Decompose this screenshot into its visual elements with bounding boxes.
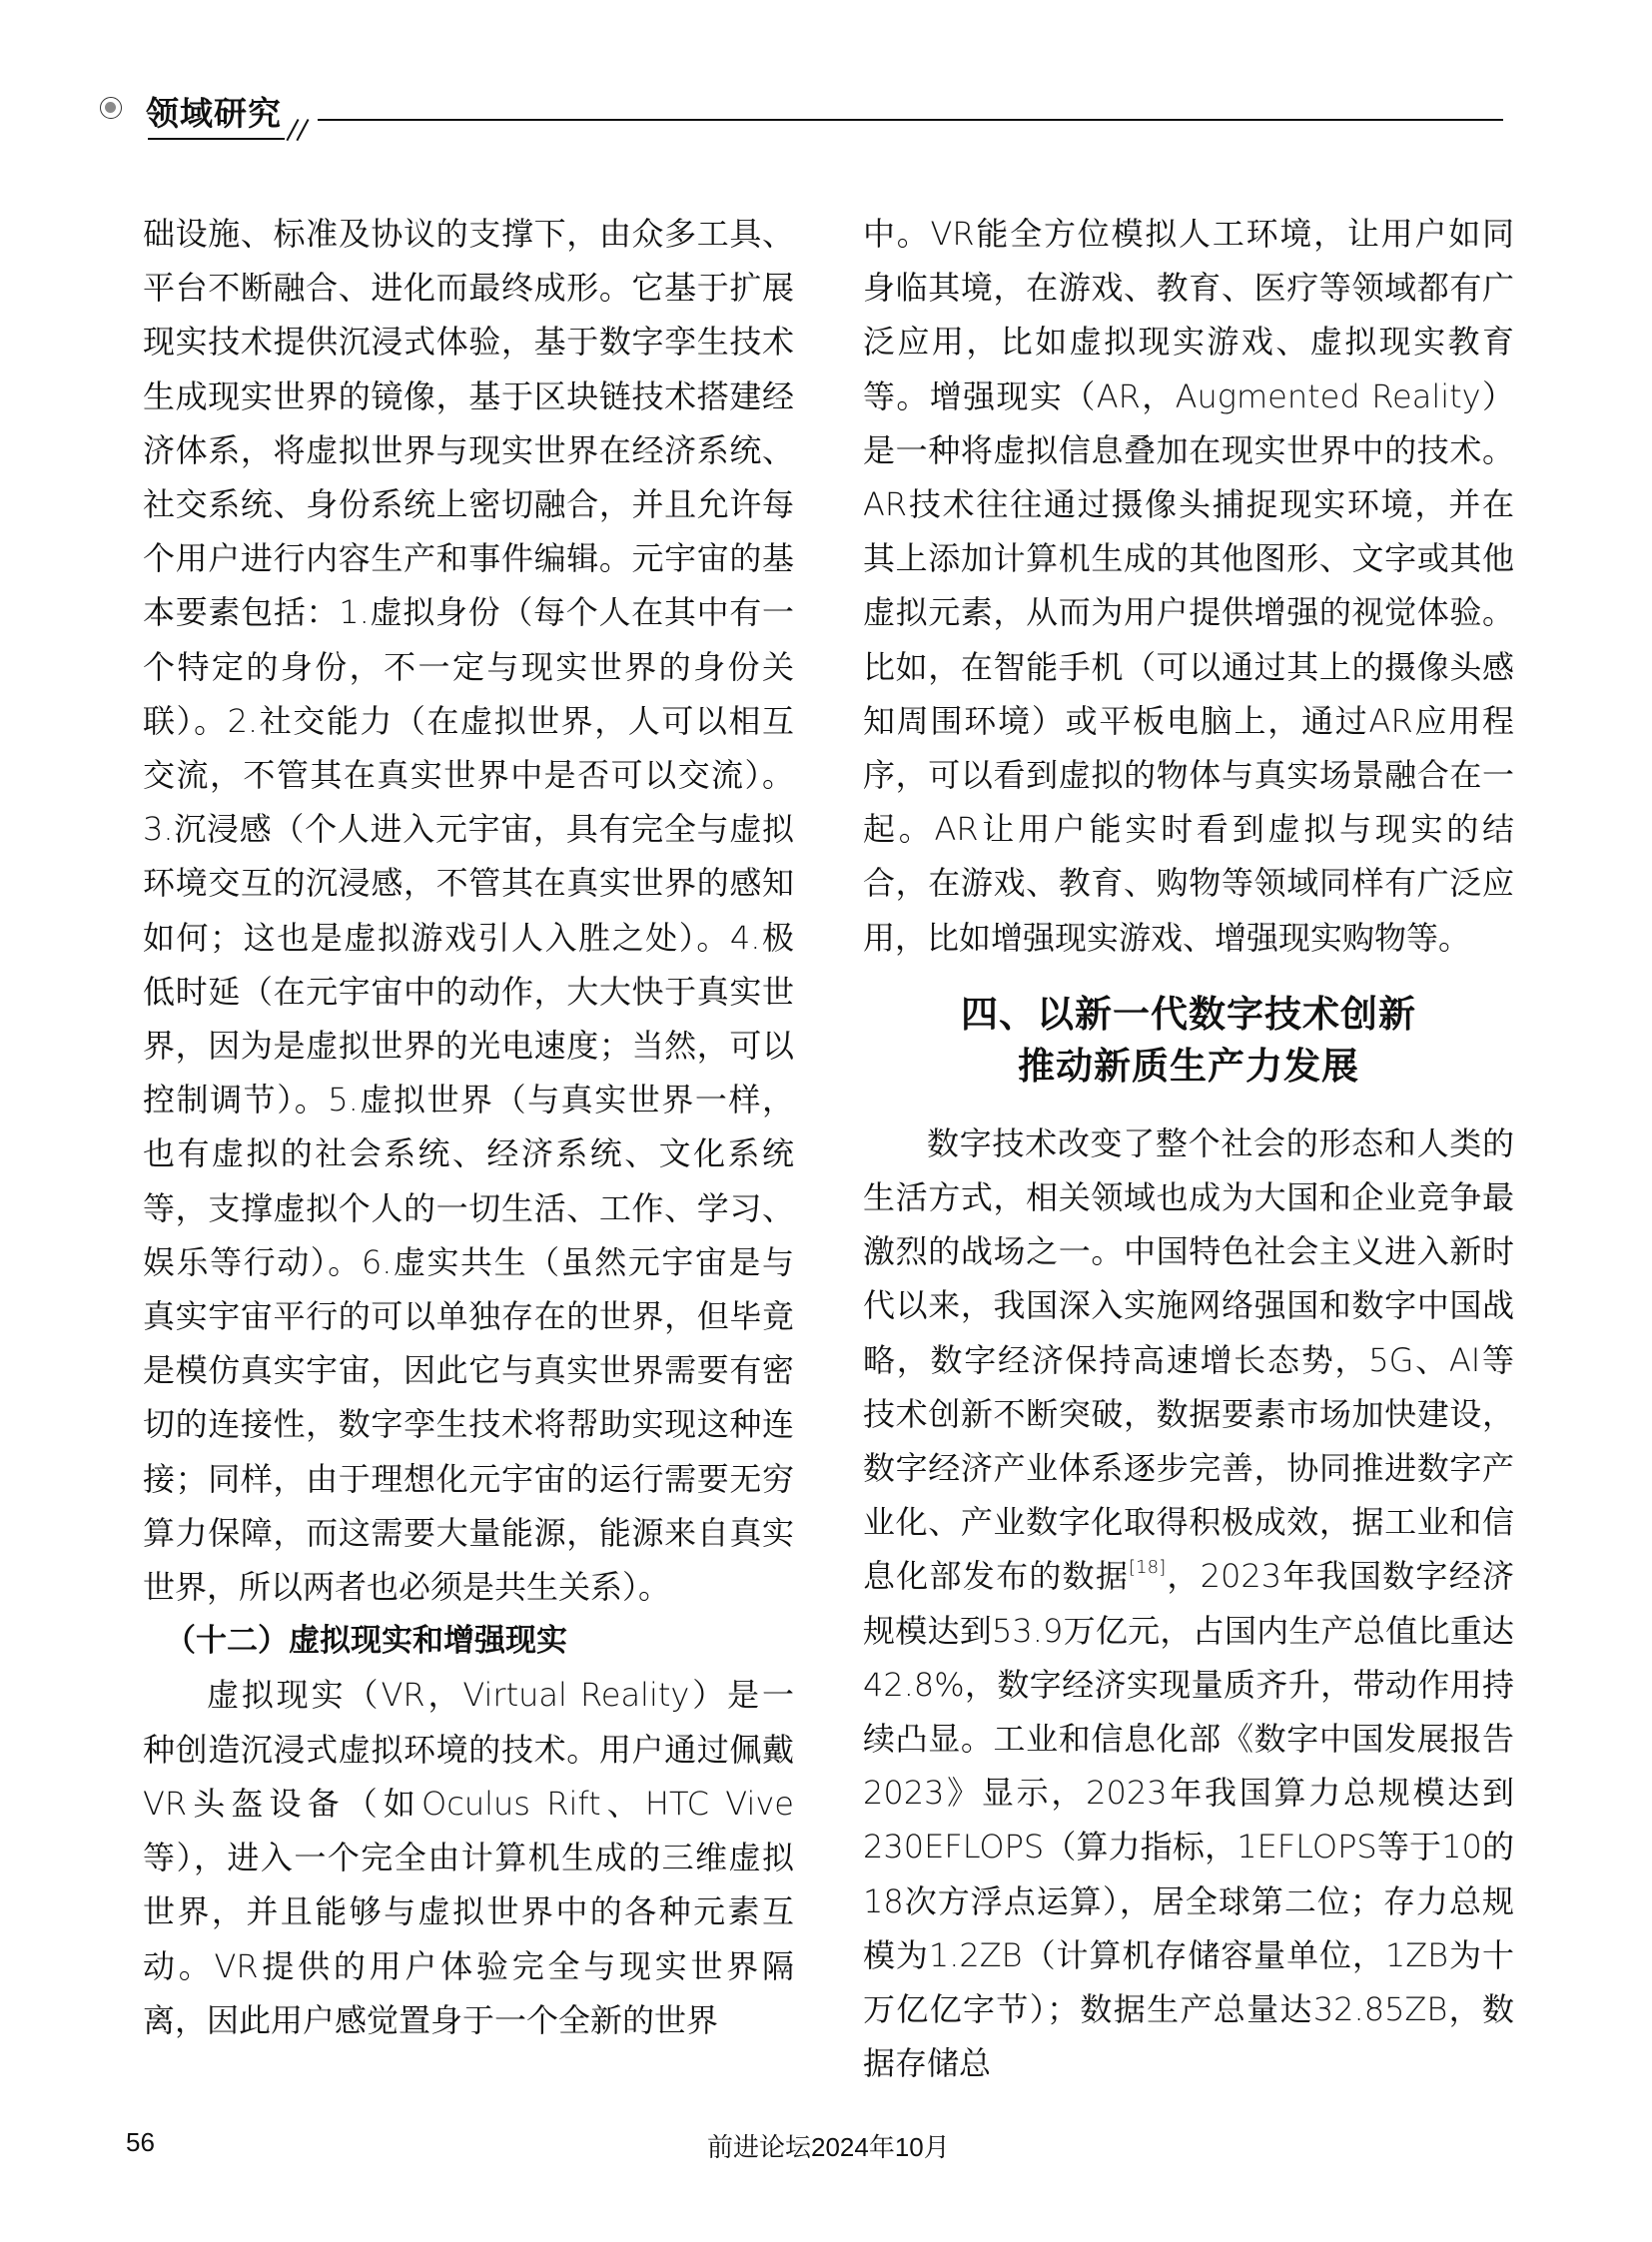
subsection-title: （十二）虚拟现实和增强现实 <box>165 1623 567 1660</box>
section-title-line: 推动新质生产力发展 <box>1018 1044 1359 1088</box>
paragraph-text: ，2023年我国数字经济规模达到53.9万亿元，占国内生产总值比重达42.8%，数字经济实现量质齐升，带动作用持续凸显。工业和信息化部《数字中国发展报告2023》显示，2023年我国算力总规模达到230EFLOPS（算力指标，1EFLOPS等于10的18次方浮点运算），居全球第二位；存力总规模为1.2ZB（计算机存储容量单位，1ZB为十万亿亿字节）；数据生产总量达32.85ZB，数据存储总 <box>863 1557 1514 2083</box>
section-title <box>863 989 1514 1093</box>
right-column <box>863 207 1514 2091</box>
body-paragraph: 虚拟现实（VR，Virtual Reality）是一种创造沉浸式虚拟环境的技术。用户通过佩戴VR头盔设备（如Oculus Rift、HTC Vive等），进入一个完全由计算机生成的三维虚拟世界，并且能够与虚拟世界中的各种元素互动。VR提供的用户体验完全与现实世界隔离，因此用户感觉置身于一个全新的世界 <box>143 1676 794 2039</box>
page-header <box>0 0 1652 170</box>
body-paragraph: 础设施、标准及协议的支撑下，由众多工具、平台不断融合、进化而最终成形。它基于扩展现实技术提供沉浸式体验，基于数字孪生技术生成现实世界的镜像，基于区块链技术搭建经济体系，将虚拟世界与现实世界在经济系统、社交系统、身份系统上密切融合，并且允许每个用户进行内容生产和事件编辑。元宇宙的基本要素包括：1.虚拟身份（每个人在其中有一个特定的身份，不一定与现实世界的身份关联）。2.社交能力（在虚拟世界，人可以相互交流，不管其在真实世界中是否可以交流）。3.沉浸感（个人进入元宇宙，具有完全与虚拟环境交互的沉浸感，不管其在真实世界的感知如何；这也是虚拟游戏引人入胜之处）。4.极低时延（在元宇宙中的动作，大大快于真实世界，因为是虚拟世界的光电速度；当然，可以控制调节）。5.虚拟世界（与真实世界一样，也有虚拟的社会系统、经济系统、文化系统等，支撑虚拟个人的一切生活、工作、学习、娱乐等行动）。6.虚实共生（虽然元宇宙是与真实宇宙平行的可以单独存在的世界，但毕竟是模仿真实宇宙，因此它与真实世界需要有密切的连接性，数字孪生技术将帮助实现这种连接；同样，由于理想化元宇宙的运行需要无穷算力保障，而这需要大量能源，能源来自真实世界，所以两者也必须是共生关系）。 <box>143 215 794 1607</box>
issue-date: 2024年10月 <box>811 2132 950 2162</box>
section-label: 领域研究 <box>146 94 282 133</box>
journal-name: 前进论坛 <box>707 2132 812 2162</box>
paragraph-text: 数字技术改变了整个社会的形态和人类的生活方式，相关领域也成为大国和企业竞争最激烈的战场之一。中国特色社会主义进入新时代以来，我国深入实施网络强国和数字中国战略，数字经济保持高速增长态势，5G、AI等技术创新不断突破，数据要素市场加快建设，数字经济产业体系逐步完善，协同推进数字产业化、产业数字化取得积极成效，据工业和信息化部发布的数据 <box>863 1123 1514 1596</box>
page-number: 56 <box>126 2127 155 2157</box>
page-footer <box>0 2127 1652 2167</box>
header-rule <box>318 119 1503 121</box>
header-slash-decoration <box>296 119 309 141</box>
body-paragraph <box>863 1117 1514 2091</box>
left-column <box>143 207 794 2047</box>
bullet-circle-icon <box>100 97 122 119</box>
citation-reference[interactable]: [18] <box>1129 1557 1167 1579</box>
header-rule <box>148 138 285 140</box>
body-paragraph: 中。VR能全方位模拟人工环境，让用户如同身临其境，在游戏、教育、医疗等领域都有广泛应用，比如虚拟现实游戏、虚拟现实教育等。增强现实（AR，Augmented Reality）是一种将虚拟信息叠加在现实世界中的技术。AR技术往往通过摄像头捕捉现实环境，并在其上添加计算机生成的其他图形、文字或其他虚拟元素，从而为用户提供增强的视觉体验。比如，在智能手机（可以通过其上的摄像头感知周围环境）或平板电脑上，通过AR应用程序，可以看到虚拟的物体与真实场景融合在一起。AR让用户能实时看到虚拟与现实的结合，在游戏、教育、购物等领域同样有广泛应用，比如增强现实游戏、增强现实购物等。 <box>863 215 1514 957</box>
section-title-line: 四、以新一代数字技术创新 <box>961 992 1416 1036</box>
